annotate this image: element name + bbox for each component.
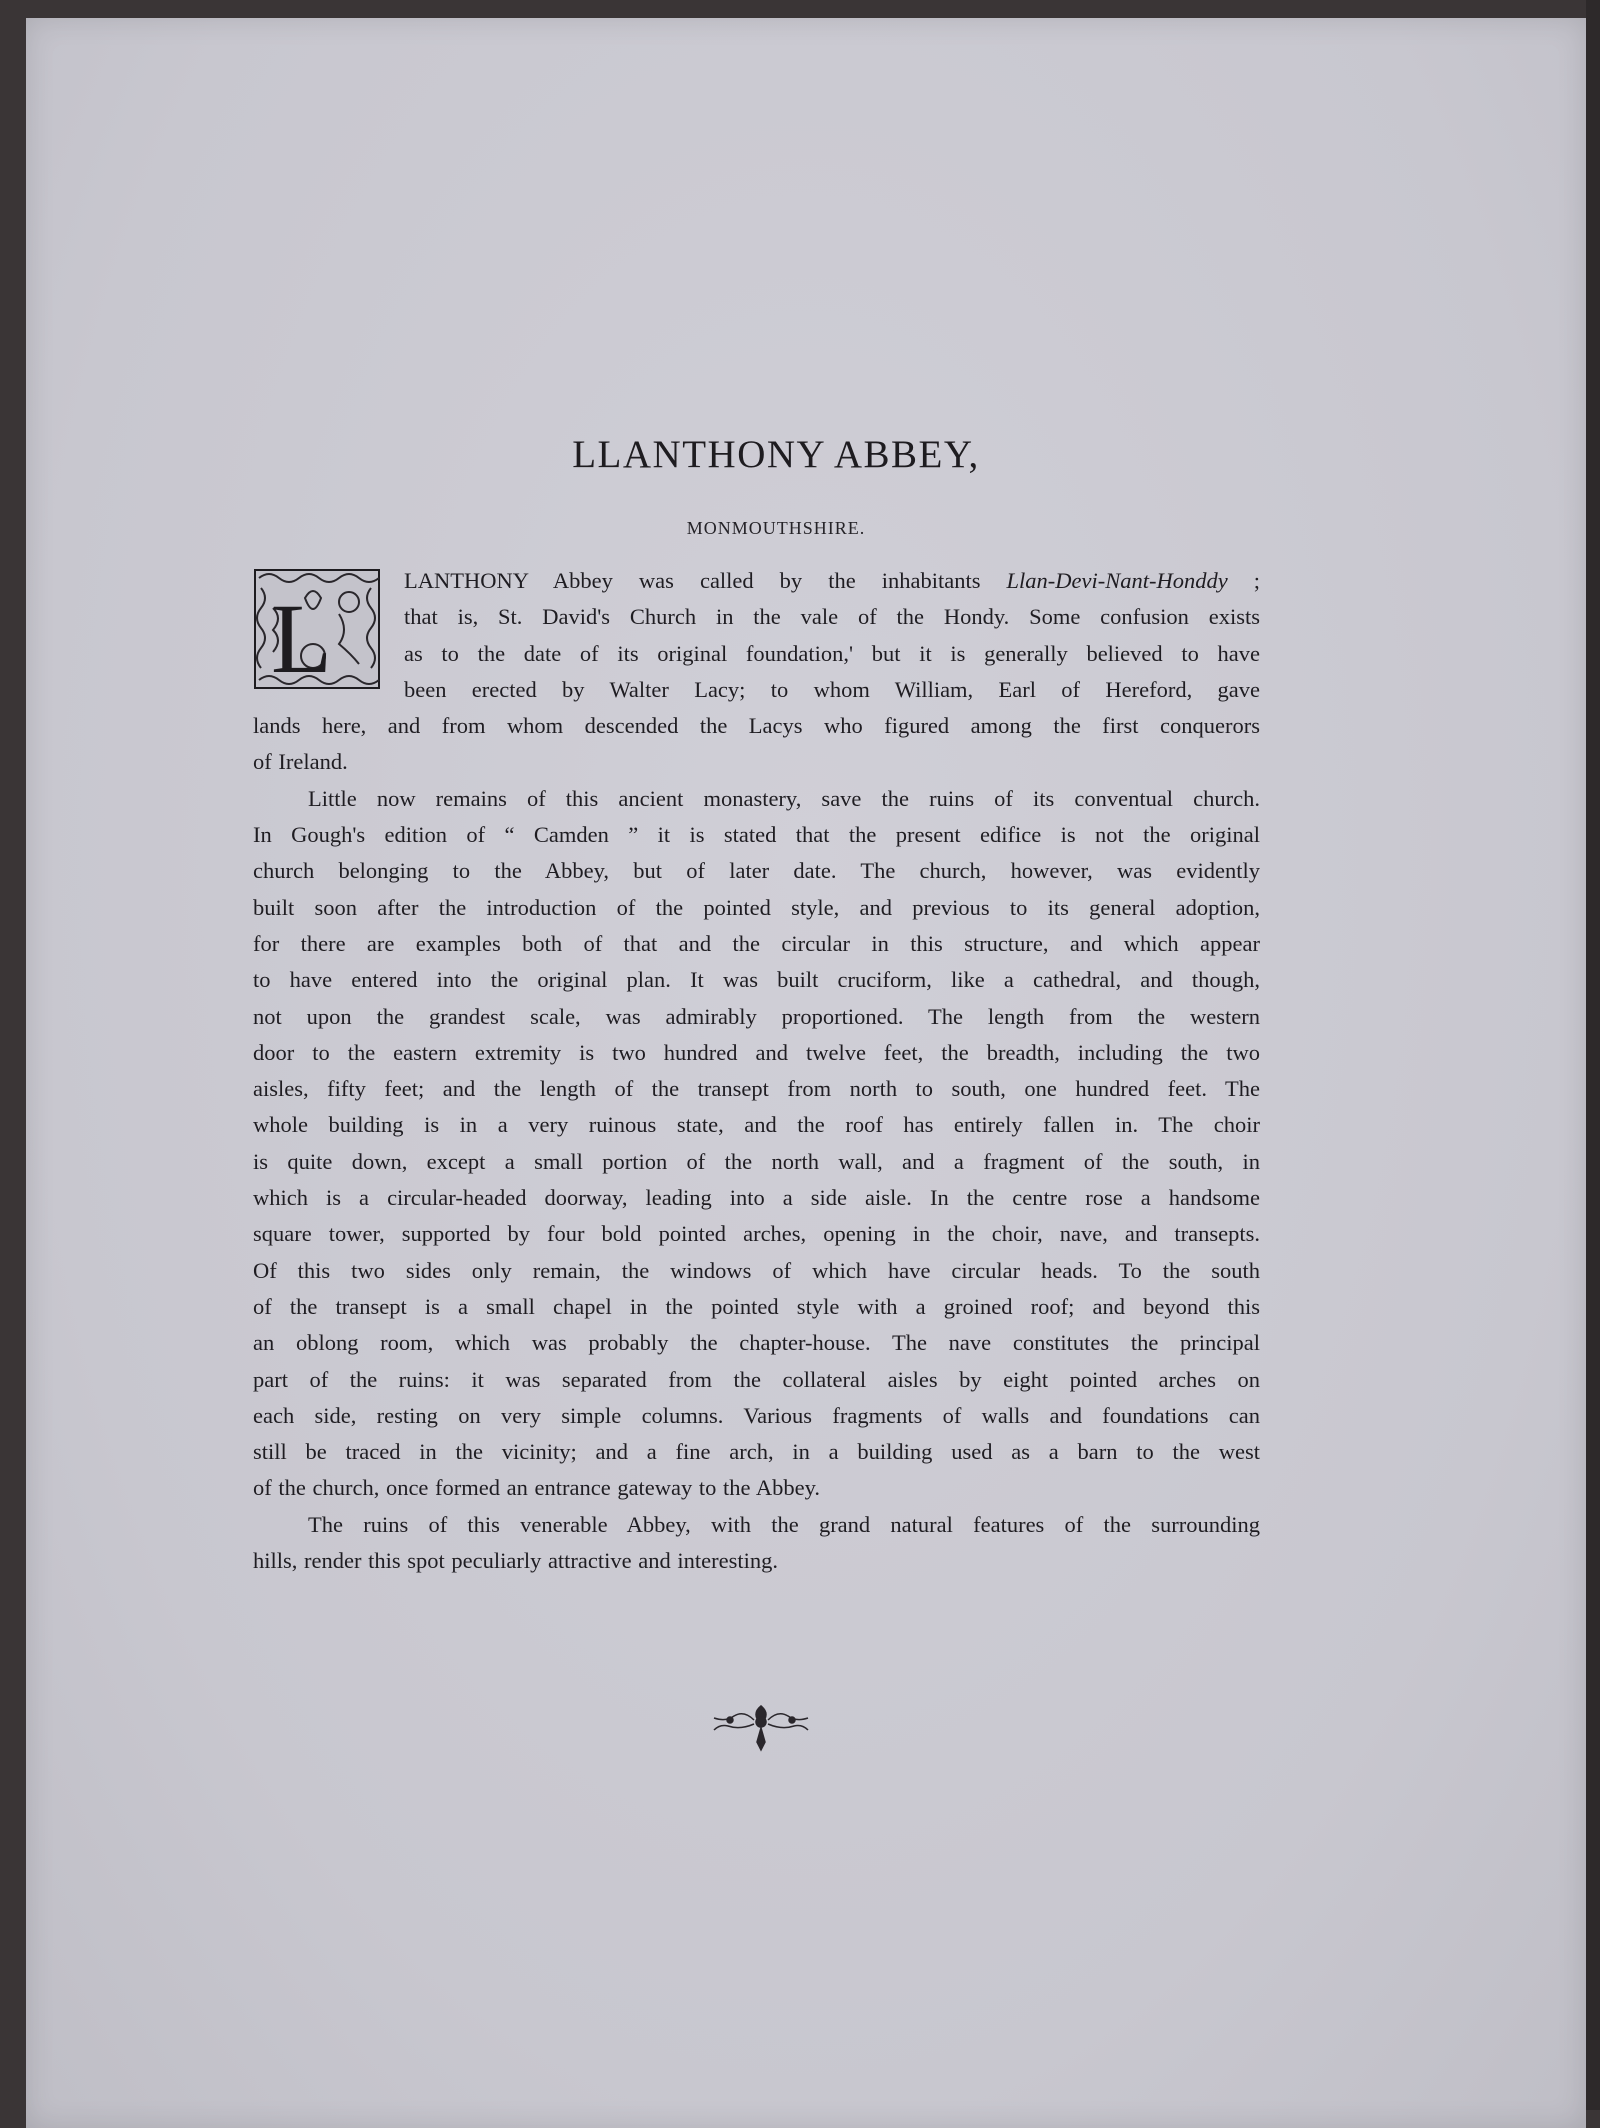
text-line: of Ireland. xyxy=(253,749,348,775)
text-line: is quite down, except a small portion of the north wall, and a fragment of the south, in xyxy=(253,1148,1260,1174)
text-line: door to the eastern extremity is two hundred and twelve feet, the breadth, including the two xyxy=(253,1039,1260,1065)
text-line: aisles, fifty feet; and the length of the transept from north to south, one hundred feet. The xyxy=(253,1076,1260,1102)
text-line: as to the date of its original foundation,' but it is generally believed to have xyxy=(404,640,1260,666)
drop-cap-letter: L xyxy=(271,583,333,690)
text-line: lands here, and from whom descended the Lacys who figured among the first conquerors xyxy=(253,713,1260,739)
text-line: an oblong room, which was probably the chapter-house. The nave constitutes the principal xyxy=(253,1330,1260,1356)
welsh-name: Llan-Devi-Nant-Honddy xyxy=(1006,568,1228,593)
text-line xyxy=(404,563,1260,599)
text-line: church belonging to the Abbey, but of later date. The church, however, was evidently xyxy=(253,858,1260,884)
text-line: not upon the grandest scale, was admirably proportioned. The length from the western xyxy=(253,1003,1260,1029)
text-line: Of this two sides only remain, the windows of which have circular heads. To the south xyxy=(253,1257,1260,1283)
text-span: ; xyxy=(1227,568,1260,593)
text-line: part of the ruins: it was separated from the collateral aisles by eight pointed arches on xyxy=(253,1366,1260,1392)
text-line: built soon after the introduction of the pointed style, and previous to its general adoption, xyxy=(253,894,1260,920)
article-body xyxy=(253,563,1260,1579)
text-line: to have entered into the original plan. It was built cruciform, like a cathedral, and though, xyxy=(253,967,1260,993)
page-subtitle: MONMOUTHSHIRE. xyxy=(686,518,866,538)
text-line: of the transept is a small chapel in the pointed style with a groined roof; and beyond this xyxy=(253,1293,1260,1319)
text-line: The ruins of this venerable Abbey, with the grand natural features of the surrounding xyxy=(308,1511,1260,1537)
text-line: whole building is in a very ruinous state, and the roof has entirely fallen in. The choir xyxy=(253,1112,1260,1138)
tailpiece-ornament xyxy=(710,1700,812,1752)
text-line: still be traced in the vicinity; and a fine arch, in a building used as a barn to the west xyxy=(253,1439,1260,1465)
text-line: that is, St. David's Church in the vale of the Hondy. Some confusion exists xyxy=(404,604,1260,630)
text-span: LANTHONY Abbey was called by the inhabitants xyxy=(404,568,1007,593)
text-line: hills, render this spot peculiarly attractive and interesting. xyxy=(253,1548,778,1574)
page-title: LLANTHONY ABBEY, xyxy=(572,433,980,476)
text-line: which is a circular-headed doorway, leading into a side aisle. In the centre rose a handsome xyxy=(253,1185,1260,1211)
text-line: Little now remains of this ancient monastery, save the ruins of its conventual church. xyxy=(308,785,1260,811)
page-edge-shadow xyxy=(1586,0,1600,2110)
text-line: for there are examples both of that and the circular in this structure, and which appear xyxy=(253,930,1260,956)
text-line: In Gough's edition of “ Camden ” it is stated that the present edifice is not the original xyxy=(253,822,1260,848)
text-line: each side, resting on very simple columns. Various fragments of walls and foundations can xyxy=(253,1402,1260,1428)
text-line: square tower, supported by four bold pointed arches, opening in the choir, nave, and transepts. xyxy=(253,1221,1260,1247)
text-line: been erected by Walter Lacy; to whom William, Earl of Hereford, gave xyxy=(404,676,1260,702)
text-line: of the church, once formed an entrance gateway to the Abbey. xyxy=(253,1475,821,1501)
